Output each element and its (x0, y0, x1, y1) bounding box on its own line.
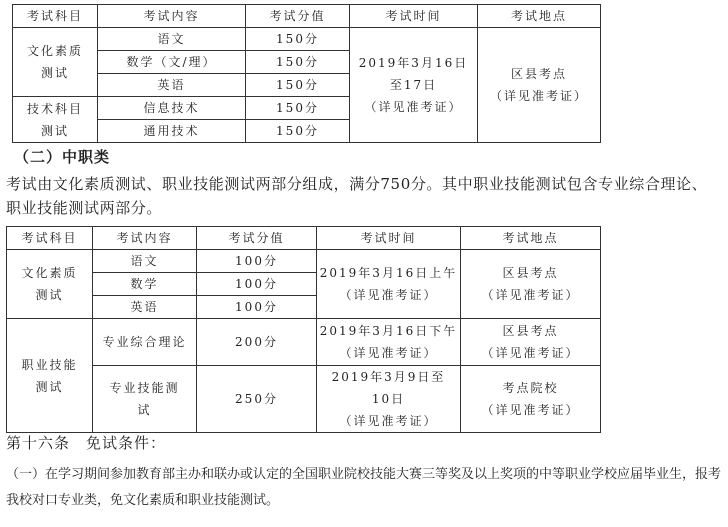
content-cell: 英语 (93, 296, 197, 319)
place-note: （详见准考证） (481, 346, 580, 360)
content-cell: 专业技能测试 (93, 366, 197, 433)
header-score: 考试分值 (197, 227, 317, 250)
content-cell: 语文 (98, 28, 246, 51)
content-cell: 专业综合理论 (93, 319, 197, 366)
place-text: 区县考点 (502, 324, 559, 338)
header-time: 考试时间 (317, 227, 461, 250)
time-note: （详见准考证） (339, 414, 438, 428)
intro-paragraph: 考试由文化素质测试、职业技能测试两部分组成，满分750分。其中职业技能测试包含专业综合理论、职业技能测试两部分。 (6, 175, 708, 217)
content-cell: 信息技术 (98, 97, 246, 120)
time-text: 2019年3月9日至10日 (331, 370, 446, 406)
time-note: （详见准考证） (339, 288, 438, 302)
place-note: （详见准考证） (489, 89, 588, 103)
header-score: 考试分值 (246, 5, 350, 28)
score-cell: 150分 (246, 28, 350, 51)
content-cell: 通用技术 (98, 120, 246, 143)
subject-culture: 文化素质测试 (13, 28, 98, 97)
subject-technology: 技术科目测试 (13, 97, 98, 143)
header-content: 考试内容 (93, 227, 197, 250)
header-content: 考试内容 (98, 5, 246, 28)
time-cell (350, 28, 478, 143)
time-note: （详见准考证） (339, 346, 438, 360)
time-cell (317, 319, 461, 366)
score-cell: 150分 (246, 97, 350, 120)
score-cell: 150分 (246, 120, 350, 143)
header-place: 考试地点 (478, 5, 601, 28)
place-note: （详见准考证） (481, 288, 580, 302)
content-cell: 数学（文/理） (98, 51, 246, 74)
content-cell: 英语 (98, 74, 246, 97)
content-cell: 数学 (93, 273, 197, 296)
time-text: 2019年3月16日上午 (319, 266, 458, 280)
place-text: 考点院校 (502, 381, 559, 395)
time-cell (317, 250, 461, 319)
content-cell: 语文 (93, 250, 197, 273)
header-time: 考试时间 (350, 5, 478, 28)
header-subject: 考试科目 (13, 5, 98, 28)
time-text: 2019年3月16日下午 (319, 324, 458, 338)
clause-text: （一）在学习期间参加教育部主办和联办或认定的全国职业院校技能大赛三等奖及以上奖项的中等职业学校应届毕业生，报考我校对口专业类，免文化素质和职业技能测试。 (6, 467, 722, 508)
exam-table-vocational (6, 226, 601, 433)
place-cell (478, 28, 601, 143)
place-cell (461, 366, 601, 433)
score-cell: 150分 (246, 74, 350, 97)
score-cell: 250分 (197, 366, 317, 433)
place-note: （详见准考证） (481, 403, 580, 417)
score-cell: 100分 (197, 273, 317, 296)
place-text: 区县考点 (510, 67, 567, 81)
score-cell: 100分 (197, 296, 317, 319)
score-cell: 100分 (197, 250, 317, 273)
score-cell: 150分 (246, 51, 350, 74)
subject-skills: 职业技能测试 (7, 319, 93, 433)
place-text: 区县考点 (502, 266, 559, 280)
exam-table-general (12, 4, 601, 143)
score-cell: 200分 (197, 319, 317, 366)
time-note: （详见准考证） (364, 100, 463, 114)
section-title: （二）中职类 (14, 148, 111, 166)
place-cell (461, 319, 601, 366)
header-place: 考试地点 (461, 227, 601, 250)
subject-culture: 文化素质测试 (7, 250, 93, 319)
time-text: 2019年3月16日至17日 (358, 56, 469, 92)
time-cell (317, 366, 461, 433)
header-subject: 考试科目 (7, 227, 93, 250)
place-cell (461, 250, 601, 319)
article-heading: 第十六条 免试条件： (6, 434, 167, 452)
